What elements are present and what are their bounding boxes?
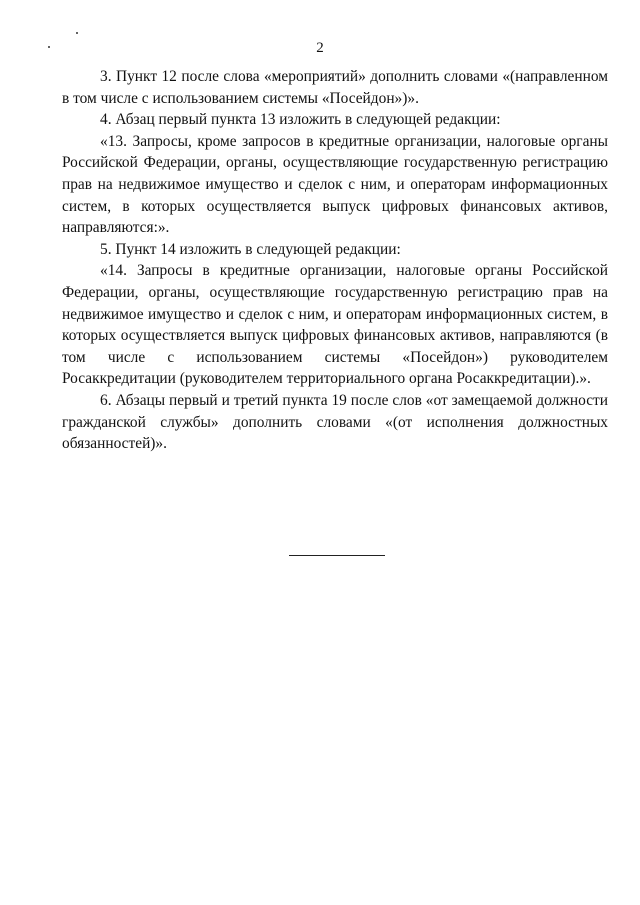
- paragraph-item-5: 5. Пункт 14 изложить в следующей редакции:: [100, 240, 401, 258]
- closing-rule: [289, 555, 385, 556]
- scan-speck: [76, 32, 78, 34]
- paragraph-item-6: 6. Абзацы первый и третий пункта 19 после слов «от замещаемой должности гражданской службы» дополнить словами «(от исполнения должностных обязанностей)».: [62, 391, 608, 453]
- paragraph-quote-13: «13. Запросы, кроме запросов в кредитные организации, налоговые органы Российской Федерации, органы, осуществляющие государственную регистрацию прав на недвижимое имущество и сделок с ним, и операторам информационных систем, в которых осуществляется выпуск цифровых финансовых активов, направляются:».: [62, 132, 608, 237]
- paragraph-item-4: 4. Абзац первый пункта 13 изложить в следующей редакции:: [100, 111, 501, 129]
- page-number: 2: [316, 40, 324, 56]
- document-body: [62, 66, 608, 455]
- paragraph-quote-14: «14. Запросы в кредитные организации, налоговые органы Российской Федерации, органы, осуществляющие государственную регистрацию прав на недвижимое имущество и сделок с ним, и операторам информационных систем, в которых осуществляется выпуск цифровых финансовых активов, направляются (в том числе с использованием системы «Посейдон») руководителем Росаккредитации (руководителем территориального органа Росаккредитации).».: [62, 262, 608, 388]
- paragraph-item-3: 3. Пункт 12 после слова «мероприятий» дополнить словами «(направленном в том числе с использованием системы «Посейдон»)».: [62, 68, 608, 107]
